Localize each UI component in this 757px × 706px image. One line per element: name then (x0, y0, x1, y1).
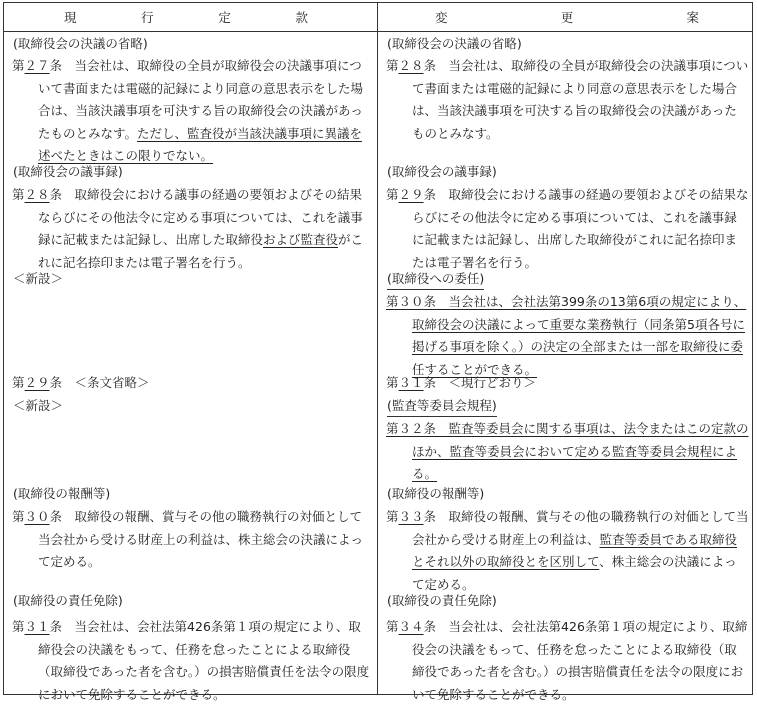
article-number: ３１ (24, 619, 50, 634)
current-heading-remuneration: (取締役の報酬等) (13, 486, 111, 501)
header-divider (4, 31, 752, 32)
proposed-article-33: 第３３条 取締役の報酬、賞与その他の職務執行の対価として当会社から受ける財産上の利益は、監査等委員である取締役とそれ以外の取締役とを区別して、株主総会の決議によって定める。 (386, 509, 749, 592)
proposed-article-30-new: 第３０条 当会社は、会社法第399条の13第6項の規定により、取締役会の決議によって重要な業務執行（同条第5項各号に掲げる事項を除く。）の決定の全部または一部を取締役に委任することができる。 (386, 294, 747, 377)
proposed-article-32-new: 第３２条 監査等委員会に関する事項は、法令またはこの定款のほか、監査等委員会において定める監査等委員会規程による。 (386, 421, 749, 481)
article-number: ３０ (24, 509, 50, 524)
deleted-text: および監査役 (263, 232, 339, 247)
article-number: ２８ (24, 187, 50, 202)
proposed-heading-liability-exemption: (取締役の責任免除) (387, 593, 497, 608)
deleted-text: ただし、監査役が当該決議事項に異議を述べたときはこの限りでない。 (38, 125, 363, 163)
current-article-31: 第３１条 当会社は、会社法第426条第１項の規定により、取締役会の決議をもって、任務を怠ったことによる取締役（取締役であった者を含む。）の損害賠償責任を法令の限度において免除することができる。 (12, 619, 370, 702)
current-heading-resolution-omission: (取締役会の決議の省略) (13, 36, 148, 51)
current-new-provision-1: ＜新設＞ (13, 271, 64, 286)
article-number: ３３ (398, 509, 424, 524)
article-number: ２９ (398, 187, 424, 202)
proposed-heading-minutes: (取締役会の議事録) (387, 164, 497, 179)
article-number: ３４ (398, 619, 424, 634)
current-heading-liability-exemption: (取締役の責任免除) (13, 593, 123, 608)
article-number: ２８ (398, 58, 424, 73)
proposed-heading-resolution-omission: (取締役会の決議の省略) (387, 36, 522, 51)
added-text: 監査等委員である取締役とそれ以外の取締役とを区別して (412, 531, 738, 569)
header-current-articles: 現 行 定 款 (64, 10, 309, 25)
current-article-28: 第２８条 取締役会における議事の経過の要領およびその結果ならびにその他法令に定める事項については、これを議事録に記載または記録し、出席した取締役および監査役がこれに記名捺印または電子署名を行う。 (12, 187, 364, 270)
current-heading-minutes: (取締役会の議事録) (13, 164, 123, 179)
current-new-provision-2: ＜新設＞ (13, 398, 64, 413)
proposed-article-34: 第３４条 当会社は、会社法第426条第１項の規定により、取締役会の決議をもって、任務を怠ったことによる取締役（取締役であった者を含む。）の損害賠償責任を法令の限度において免除することができる。 (386, 619, 748, 702)
proposed-heading-remuneration: (取締役の報酬等) (387, 486, 485, 501)
proposed-article-29: 第２９条 取締役会における議事の経過の要領およびその結果ならびにその他法令に定める事項については、これを議事録に記載または記録し、出席した取締役がこれに記名捺印または電子署名を行う。 (386, 187, 749, 270)
current-article-29: 第２９条 ＜条文省略＞ (12, 375, 150, 390)
proposed-heading-audit-committee-rules: (監査等委員会規程) (378, 395, 753, 418)
amendment-comparison-table (3, 2, 753, 702)
article-number: ３１ (398, 375, 424, 390)
current-article-30: 第３０条 取締役の報酬、賞与その他の職務執行の対価として当会社から受ける財産上の利益は、株主総会の決議によって定める。 (12, 509, 364, 569)
header-proposed-amendments: 変 更 案 (435, 10, 700, 25)
proposed-article-31: 第３１条 ＜現行どおり＞ (386, 375, 537, 390)
article-number: ２７ (24, 58, 50, 73)
article-number: ２９ (24, 375, 50, 390)
proposed-heading-delegation: (取締役への委任) (378, 268, 753, 291)
proposed-article-28: 第２８条 当会社は、取締役の全員が取締役会の決議事項について書面または電磁的記録により同意の意思表示をした場合は、当該決議事項を可決する旨の取締役会の決議があったものとみなす。 (386, 58, 749, 141)
current-article-27: 第２７条 当会社は、取締役の全員が取締役会の決議事項について書面または電磁的記録により同意の意思表示をした場合は、当該決議事項を可決する旨の取締役会の決議があったものとみなす。ただし、監査役が当該決議事項に異議を述べたときはこの限りでない。 (12, 58, 364, 163)
